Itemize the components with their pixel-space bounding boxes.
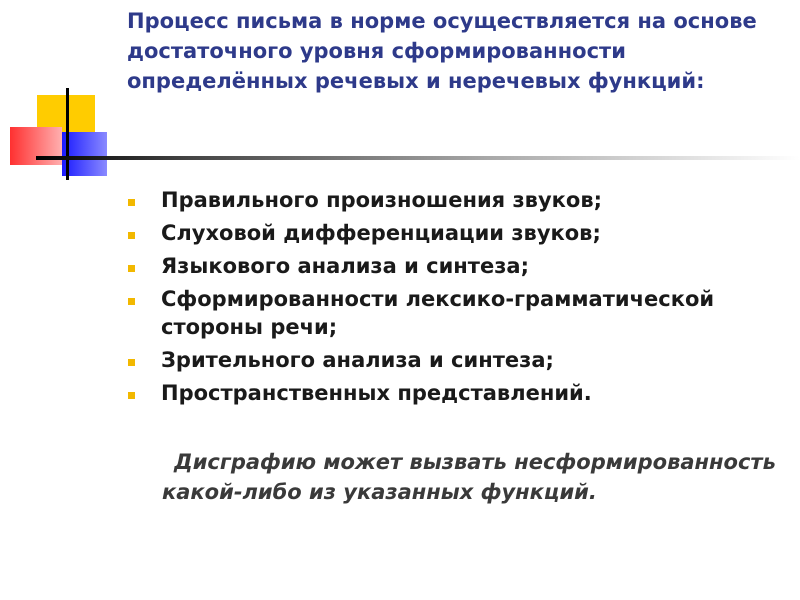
square-bullet-icon (128, 265, 135, 272)
title-divider-line (36, 156, 800, 160)
bullet-text: Зрительного анализа и синтеза; (161, 348, 554, 372)
bullet-item (126, 379, 776, 407)
square-bullet-icon (128, 199, 135, 206)
note-text: Дисграфию может вызвать несформированность какой-либо из указанных функций. (162, 450, 776, 504)
decor-vertical-line (66, 88, 69, 180)
bullet-item (126, 219, 776, 247)
square-bullet-icon (128, 298, 135, 305)
bullet-text: Правильного произношения звуков; (161, 188, 603, 212)
bullet-item (126, 186, 776, 214)
slide-title: Процесс письма в норме осуществляется на основе достаточного уровня сформированности определённых речевых и неречевых функций: (127, 9, 757, 93)
bullet-text: Пространственных представлений. (161, 381, 592, 405)
bullet-item (126, 252, 776, 280)
bullet-text: Слуховой дифференциации звуков; (161, 221, 601, 245)
square-bullet-icon (128, 392, 135, 399)
bullet-text: Сформированности лексико-грамматической стороны речи; (161, 287, 715, 339)
bullet-text: Языкового анализа и синтеза; (161, 254, 529, 278)
square-bullet-icon (128, 359, 135, 366)
bullet-item (126, 346, 776, 374)
bullet-list (126, 186, 776, 412)
bullet-item (126, 285, 776, 341)
square-bullet-icon (128, 232, 135, 239)
